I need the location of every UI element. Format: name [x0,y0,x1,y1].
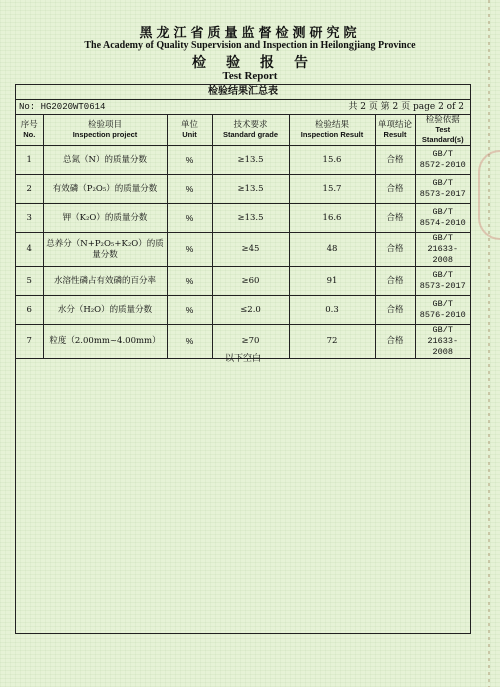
cell-standard: ≥13.5 [212,175,289,204]
cell-standard: ≥60 [212,267,289,296]
col-header-item: 检验项目 Inspection project [43,115,167,146]
cell-standard: ≤2.0 [212,296,289,325]
cell-basis: GB/T 8573-2017 [415,267,470,296]
col-header-result: 检验结果 Inspection Result [289,115,375,146]
cell-conclusion: 合格 [375,325,415,359]
cell-basis: GB/T 8572-2010 [415,146,470,175]
cell-conclusion: 合格 [375,267,415,296]
table-row [16,267,470,296]
cell-result: 15.6 [289,146,375,175]
cell-no: 1 [16,146,43,175]
cell-no: 7 [16,325,43,359]
col-header-unit: 单位 Unit [167,115,212,146]
table-header-row [16,115,470,146]
report-title-cn: 检验报告 [192,55,328,71]
table-row [16,296,470,325]
cell-unit: % [167,296,212,325]
cell-conclusion: 合格 [375,296,415,325]
cell-conclusion: 合格 [375,175,415,204]
cell-no: 3 [16,204,43,233]
cell-unit: % [167,325,212,359]
cell-item: 总养分（N+P₂O₅+K₂O）的质量分数 [43,233,167,267]
cell-unit: % [167,267,212,296]
organization-name-cn: 黑龙江省质量监督检测研究院 [139,26,361,41]
cell-item: 粒度（2.00mm~4.00mm） [43,325,167,359]
cell-conclusion: 合格 [375,233,415,267]
cell-item: 有效磷（P₂O₅）的质量分数 [43,175,167,204]
cell-conclusion: 合格 [375,146,415,175]
cell-result: 91 [289,267,375,296]
cell-unit: % [167,175,212,204]
cell-basis: GB/T 8574-2010 [415,204,470,233]
cell-result: 15.7 [289,175,375,204]
summary-title: 检验结果汇总表 [16,85,470,100]
organization-name-en: The Academy of Quality Supervision and Inspection in Heilongjiang Province [84,40,416,51]
col-header-conclusion: 单项结论 Result [375,115,415,146]
cell-item: 水溶性磷占有效磷的百分率 [43,267,167,296]
cell-item: 钾（K₂O）的质量分数 [43,204,167,233]
col-header-basis: 检验依据 Test Standard(s) [415,115,470,146]
cell-item: 水分（H₂O）的质量分数 [43,296,167,325]
report-number: No: HG2020WT0614 [19,102,106,112]
cell-unit: % [167,146,212,175]
cell-standard: ≥13.5 [212,146,289,175]
cell-unit: % [167,204,212,233]
page-info: 共 2 页 第 2 页 page 2 of 2 [348,102,464,112]
cell-result: 0.3 [289,296,375,325]
cell-result: 16.6 [289,204,375,233]
cell-unit: % [167,233,212,267]
cell-basis: GB/T 8576-2010 [415,296,470,325]
report-number-row [16,100,470,115]
cell-result: 72 [289,325,375,359]
results-table [16,115,470,359]
cell-no: 4 [16,233,43,267]
results-summary-frame [15,84,471,634]
cell-no: 5 [16,267,43,296]
cell-basis: GB/T 21633-2008 [415,325,470,359]
blank-below-note: 以下空白 [224,354,261,364]
col-header-standard: 技术要求 Standard grade [212,115,289,146]
cell-basis: GB/T 21633-2008 [415,233,470,267]
binding-edge [488,0,490,687]
table-row [16,146,470,175]
col-header-no: 序号 No. [16,115,43,146]
cell-standard: ≥70 [212,325,289,359]
cell-result: 48 [289,233,375,267]
cell-standard: ≥45 [212,233,289,267]
cell-basis: GB/T 8573-2017 [415,175,470,204]
cell-item: 总氮（N）的质量分数 [43,146,167,175]
cell-no: 2 [16,175,43,204]
table-row [16,233,470,267]
cell-no: 6 [16,296,43,325]
table-row [16,204,470,233]
table-row [16,175,470,204]
cell-conclusion: 合格 [375,204,415,233]
cell-standard: ≥13.5 [212,204,289,233]
report-title-en: Test Report [222,70,278,82]
